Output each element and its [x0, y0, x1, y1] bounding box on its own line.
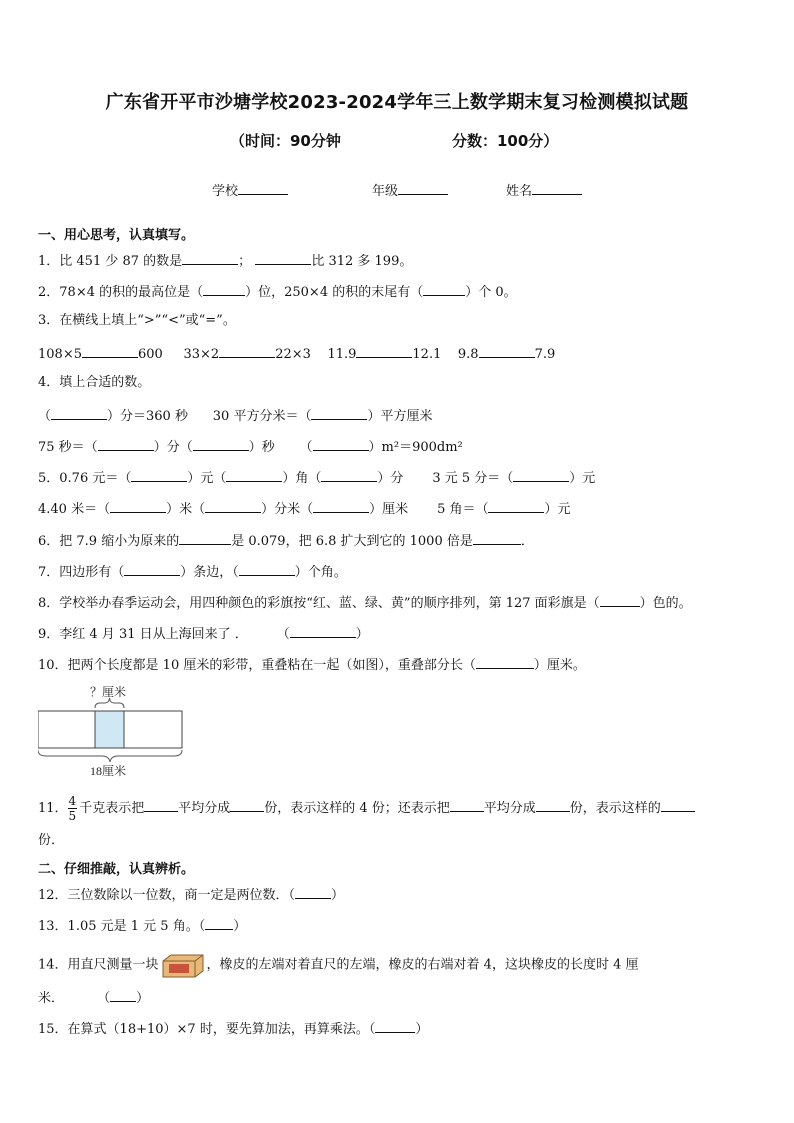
- section-1-title: 一、用心思考，认真填写。: [38, 228, 195, 243]
- q6-blank-2[interactable]: [473, 530, 521, 545]
- q3-expr: 11.9: [327, 347, 357, 362]
- q11-blank[interactable]: [230, 797, 264, 812]
- q11-blank[interactable]: [144, 797, 178, 812]
- q9-text: ）: [355, 627, 369, 642]
- q11-text: 平均分成: [178, 801, 231, 816]
- q14-text: 14．用直尺测量一块: [38, 957, 159, 973]
- q8-blank[interactable]: [600, 592, 640, 607]
- q5-blank[interactable]: [226, 467, 282, 482]
- q12-text: 12．三位数除以一位数，商一定是两位数．（: [38, 888, 296, 903]
- q5-blank[interactable]: [488, 498, 544, 513]
- q5-text: 5 角＝（: [437, 502, 489, 517]
- section-2-title: 二、仔细推敲，认真辨析。: [38, 862, 195, 877]
- q5-blank[interactable]: [321, 467, 377, 482]
- total-length-label: 18厘米: [90, 764, 127, 778]
- q5-blank[interactable]: [131, 467, 187, 482]
- q9-text: 9．李红 4 月 31 日从上海回来了 ．: [38, 627, 248, 642]
- q14-blank[interactable]: [110, 987, 136, 1002]
- q4-blank-5[interactable]: [313, 436, 369, 451]
- q15-text: ）: [415, 1022, 429, 1037]
- q7-blank-1[interactable]: [124, 561, 180, 576]
- q1-text-a: 1．比 451 少 87 的数是: [38, 254, 183, 269]
- question-11-continued: 份．: [38, 833, 65, 848]
- q11-text: 份，表示这样的 4 份；还表示把: [264, 801, 450, 816]
- q11-text: 11．: [38, 801, 68, 816]
- q1-blank-1[interactable]: [182, 250, 238, 265]
- exam-score: 分数：100分）: [452, 132, 559, 150]
- question-1: [38, 250, 412, 271]
- q5-text: ）角（: [282, 471, 322, 486]
- q5-text: ）元（: [187, 471, 227, 486]
- fraction-four-fifths: [68, 794, 78, 823]
- name-label: 姓名: [506, 184, 533, 199]
- question-2: [38, 281, 517, 302]
- q5-blank[interactable]: [205, 498, 261, 513]
- question-8: [38, 592, 692, 613]
- q5-text: 3 元 5 分＝（: [432, 471, 514, 486]
- q5-text: 5．0.76 元＝（: [38, 471, 132, 486]
- q5-text: ）分米（: [261, 502, 314, 517]
- question-14: [38, 951, 639, 979]
- q3-blank-3[interactable]: [356, 343, 412, 358]
- fraction-denominator: 5: [68, 809, 77, 823]
- q6-blank-1[interactable]: [179, 530, 231, 545]
- question-13: [38, 915, 246, 936]
- q11-text: 平均分成: [483, 801, 536, 816]
- q7-text: ）个角。: [294, 565, 347, 580]
- ribbon-diagram: [38, 684, 186, 780]
- q9-blank[interactable]: [290, 623, 356, 638]
- bottom-brace: [38, 750, 182, 762]
- q14-text: （: [97, 991, 111, 1006]
- q5-blank[interactable]: [513, 467, 569, 482]
- q7-blank-2[interactable]: [239, 561, 295, 576]
- question-3-title: 3．在横线上填上“>”“<”或“=”。: [38, 313, 236, 328]
- q4-text: 30 平方分米＝（: [212, 409, 312, 424]
- q2-text-b: ）位，250×4 的积的末尾有（: [245, 285, 424, 300]
- q11-blank[interactable]: [536, 797, 570, 812]
- q10-text: ）厘米。: [533, 658, 586, 673]
- q3-blank-1[interactable]: [82, 343, 138, 358]
- q7-text: 7．四边形有（: [38, 565, 125, 580]
- q4-text: （: [299, 440, 313, 455]
- q11-text: 千克表示把: [79, 801, 145, 816]
- q3-expr: 22×3: [275, 347, 311, 362]
- q4-text: （: [38, 409, 52, 424]
- q1-blank-2[interactable]: [255, 250, 311, 265]
- q5-text: ）元: [544, 502, 571, 517]
- ribbon-overlap-figure: [38, 684, 186, 780]
- name-field: [506, 180, 582, 199]
- top-brace: [95, 698, 124, 708]
- q4-text: ）秒: [248, 440, 275, 455]
- question-10: [38, 654, 586, 675]
- q3-expr: 33×2: [183, 347, 220, 362]
- question-9: [38, 623, 369, 644]
- school-blank[interactable]: [238, 180, 288, 195]
- q5-text: 4.40 米＝（: [38, 502, 111, 517]
- q13-blank[interactable]: [205, 915, 233, 930]
- q6-text: 是 0.079，把 6.8 扩大到它的 1000 倍是: [231, 534, 473, 549]
- q11-blank[interactable]: [450, 797, 484, 812]
- q4-blank-4[interactable]: [193, 436, 249, 451]
- exam-title: 广东省开平市沙塘学校2023-2024学年三上数学期末复习检测模拟试题: [105, 92, 689, 113]
- question-7: [38, 561, 347, 582]
- question-4-title: 4．填上合适的数。: [38, 375, 151, 390]
- q5-blank[interactable]: [313, 498, 369, 513]
- question-3-items: [38, 343, 555, 364]
- question-4-row-2: [38, 436, 463, 457]
- q15-blank[interactable]: [375, 1018, 415, 1033]
- q4-text: ）m²＝900dm²: [368, 440, 463, 455]
- q5-blank[interactable]: [110, 498, 166, 513]
- q12-text: ）: [331, 888, 345, 903]
- overlap-length-label: ？厘米: [90, 685, 127, 699]
- q5-text: ）厘米: [369, 502, 409, 517]
- q4-blank-2[interactable]: [311, 405, 367, 420]
- q2-blank-1[interactable]: [203, 281, 245, 296]
- q3-expr: 7.9: [534, 347, 556, 362]
- q3-expr: 108×5: [38, 347, 82, 362]
- q3-blank-2[interactable]: [219, 343, 275, 358]
- question-11: [38, 794, 695, 823]
- question-6: [38, 530, 534, 551]
- question-15: [38, 1018, 428, 1039]
- q2-blank-2[interactable]: [423, 281, 465, 296]
- q3-expr: 12.1: [412, 347, 442, 362]
- q15-text: 15．在算式（18+10）×7 时，要先算加法，再算乘法。（: [38, 1022, 376, 1037]
- q4-text: ）分＝360 秒: [107, 409, 188, 424]
- q14-text: 米．: [38, 991, 65, 1006]
- q3-expr: 9.8: [457, 347, 479, 362]
- school-field: [212, 180, 288, 199]
- grade-blank[interactable]: [398, 180, 448, 195]
- question-5-row-1: [38, 467, 595, 488]
- q4-text: 75 秒＝（: [38, 440, 98, 455]
- q7-text: ）条边，（: [180, 565, 239, 580]
- q3-blank-4[interactable]: [479, 343, 535, 358]
- grade-label: 年级: [372, 184, 399, 199]
- q13-text: ）: [233, 919, 247, 934]
- q5-text: ）分: [377, 471, 404, 486]
- grade-field: [372, 180, 448, 199]
- q5-text: ）米（: [166, 502, 206, 517]
- q9-text: （: [276, 627, 290, 642]
- overlap-region: [95, 711, 124, 748]
- q12-blank[interactable]: [295, 884, 331, 899]
- q14-text: ）: [136, 991, 150, 1006]
- eraser-icon: [161, 951, 205, 979]
- q6-text: 6．把 7.9 缩小为原来的: [38, 534, 180, 549]
- name-blank[interactable]: [532, 180, 582, 195]
- question-5-row-2: [38, 498, 570, 519]
- school-label: 学校: [212, 184, 239, 199]
- q3-expr: 600: [137, 347, 163, 362]
- q1-text-c: 比 312 多 199。: [311, 254, 413, 269]
- fraction-numerator: 4: [68, 794, 77, 808]
- q11-text: 份，表示这样的: [569, 801, 661, 816]
- q13-text: 13．1.05 元是 1 元 5 角。（: [38, 919, 206, 934]
- q14-text: ，橡皮的左端对着直尺的左端，橡皮的右端对着 4，这块橡皮的长度时 4 厘: [206, 957, 639, 973]
- q10-text: 10．把两个长度都是 10 厘米的彩带，重叠粘在一起（如图），重叠部分长（: [38, 658, 476, 673]
- question-14-continued: [38, 987, 149, 1008]
- q8-text: ）色的。: [639, 596, 692, 611]
- q4-blank-1[interactable]: [51, 405, 107, 420]
- exam-time: （时间：90分钟: [230, 132, 341, 150]
- q8-text: 8．学校举办春季运动会，用四种颜色的彩旗按“红、蓝、绿、黄”的顺序排列，第 127 面彩旗是（: [38, 596, 600, 611]
- q10-blank[interactable]: [476, 654, 534, 669]
- q5-text: ）元: [569, 471, 596, 486]
- question-4-row-1: [38, 405, 432, 426]
- q2-text-c: ）个 0。: [465, 285, 517, 300]
- q1-text-b: ；: [238, 254, 252, 269]
- q4-text: ）分（: [153, 440, 193, 455]
- q6-text: ．: [520, 534, 534, 549]
- q2-text-a: 2．78×4 的积的最高位是（: [38, 285, 204, 300]
- q11-blank[interactable]: [661, 797, 695, 812]
- q4-blank-3[interactable]: [98, 436, 154, 451]
- question-12: [38, 884, 344, 905]
- q4-text: ）平方厘米: [367, 409, 433, 424]
